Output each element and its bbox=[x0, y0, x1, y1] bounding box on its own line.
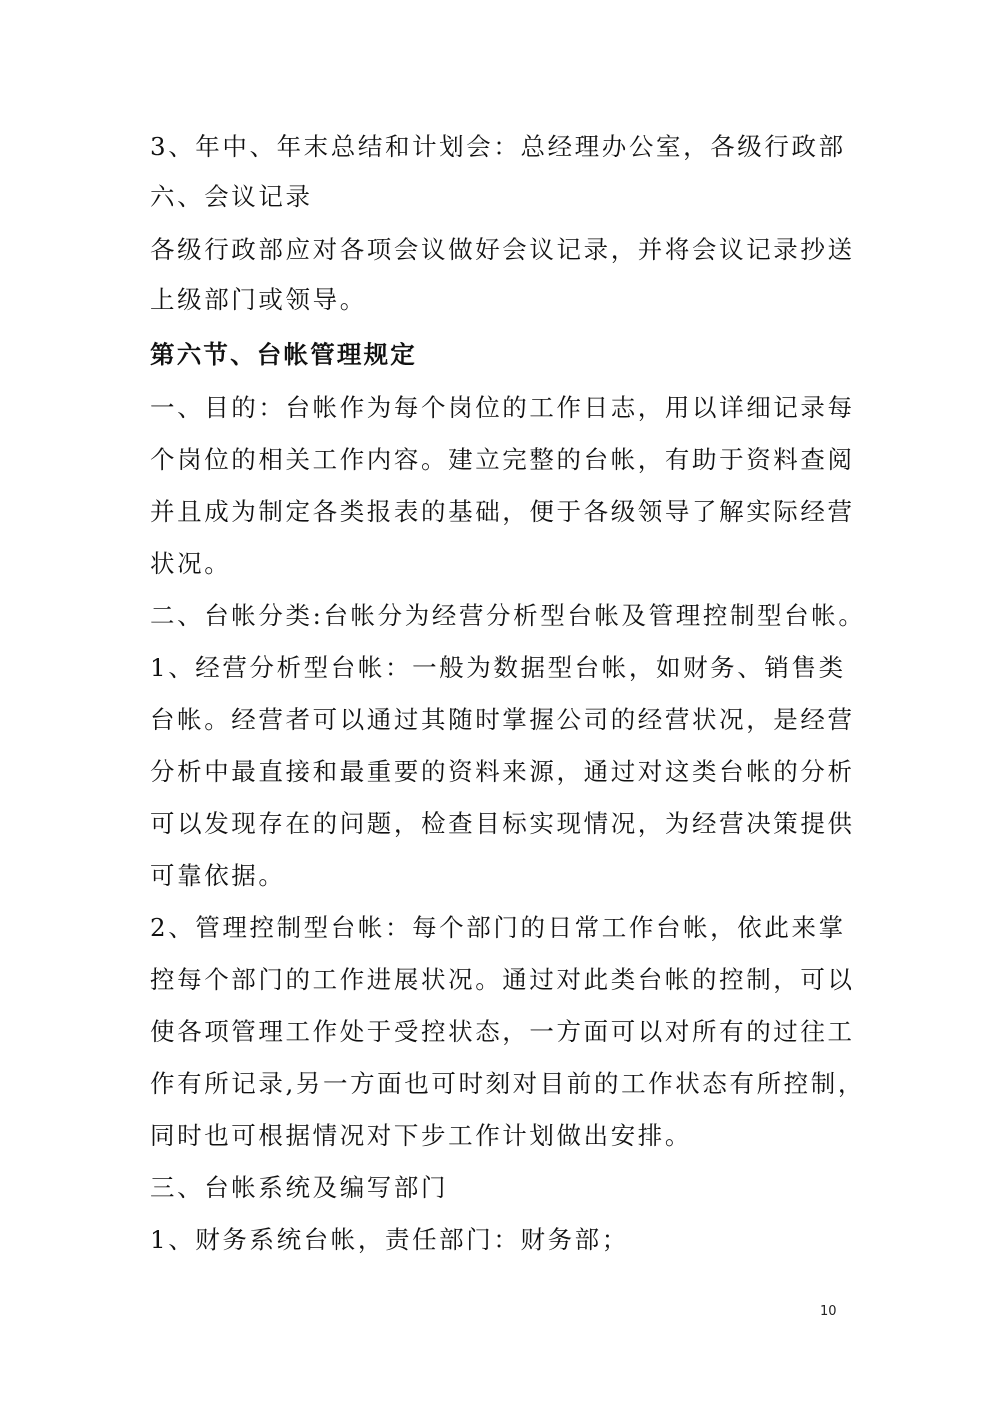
text-line: 状况。 bbox=[150, 549, 232, 578]
text-line: 作有所记录,另一方面也可时刻对目前的工作状态有所控制， bbox=[150, 1069, 865, 1098]
section-heading-meeting-records: 六、会议记录 bbox=[150, 182, 313, 211]
text-line: 2、管理控制型台帐：每个部门的日常工作台帐，依此来掌 bbox=[150, 913, 846, 942]
text-line: 上级部门或领导。 bbox=[150, 285, 367, 314]
text-line: 二、台帐分类:台帐分为经营分析型台帐及管理控制型台帐。 bbox=[150, 601, 866, 630]
text-line: 使各项管理工作处于受控状态，一方面可以对所有的过往工 bbox=[150, 1017, 855, 1046]
text-line: 可以发现存在的问题，检查目标实现情况，为经营决策提供 bbox=[150, 809, 855, 838]
text-line: 个岗位的相关工作内容。建立完整的台帐，有助于资料查阅 bbox=[150, 445, 855, 474]
text-line: 台帐。经营者可以通过其随时掌握公司的经营状况，是经营 bbox=[150, 705, 855, 734]
text-line: 同时也可根据情况对下步工作计划做出安排。 bbox=[150, 1121, 692, 1150]
text-line: 可靠依据。 bbox=[150, 861, 286, 890]
section-title: 第六节、台帐管理规定 bbox=[150, 340, 417, 369]
text-line: 各级行政部应对各项会议做好会议记录，并将会议记录抄送 bbox=[150, 235, 855, 264]
text-line: 控每个部门的工作进展状况。通过对此类台帐的控制，可以 bbox=[150, 965, 855, 994]
text-line: 1、财务系统台帐，责任部门：财务部； bbox=[150, 1225, 629, 1254]
section-heading-ledger-system: 三、台帐系统及编写部门 bbox=[150, 1173, 449, 1202]
text-line: 一、目的：台帐作为每个岗位的工作日志，用以详细记录每 bbox=[150, 393, 855, 422]
text-line: 并且成为制定各类报表的基础，便于各级领导了解实际经营 bbox=[150, 497, 855, 526]
text-line: 3、年中、年末总结和计划会：总经理办公室，各级行政部 bbox=[150, 132, 846, 161]
text-line: 分析中最直接和最重要的资料来源，通过对这类台帐的分析 bbox=[150, 757, 855, 786]
page-number: 10 bbox=[820, 1304, 837, 1319]
text-line: 1、经营分析型台帐：一般为数据型台帐，如财务、销售类 bbox=[150, 653, 846, 682]
